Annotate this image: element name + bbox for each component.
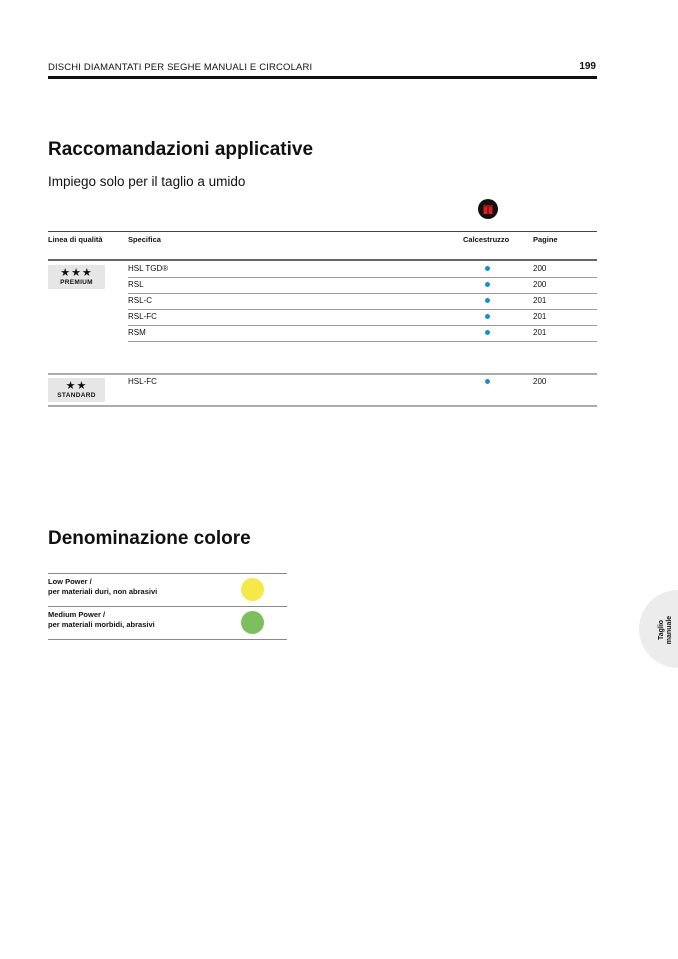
row-divider [128, 293, 597, 294]
table-row-spec: RSL-C [128, 296, 153, 305]
color-item-label [48, 610, 155, 630]
table-row-spec: RSL-FC [128, 312, 157, 321]
row-divider [128, 341, 597, 342]
column-header-quality-line: Linea di qualità [48, 235, 103, 244]
table-row-pages: 201 [533, 296, 547, 305]
yellow-swatch [241, 578, 264, 601]
premium-label: PREMIUM [60, 279, 93, 286]
color-item-title: Low Power / [48, 577, 92, 586]
color-item-title: Medium Power / [48, 610, 106, 619]
section-subtitle: Impiego solo per il taglio a umido [48, 174, 246, 189]
table-row-pages: 201 [533, 312, 547, 321]
side-tab-line1: Taglio [658, 619, 665, 641]
header-rule [48, 76, 597, 79]
table-bottom-rule [48, 405, 597, 407]
concrete-suitable-dot [485, 330, 490, 335]
concrete-block-icon [478, 199, 498, 219]
section-title-color: Denominazione colore [48, 528, 251, 549]
page-number: 199 [579, 61, 596, 72]
color-item-label [48, 577, 157, 597]
table-row-pages: 200 [533, 280, 547, 289]
color-item-desc: per materiali morbidi, abrasivi [48, 620, 155, 629]
table-row-spec: RSM [128, 328, 146, 337]
standard-badge [48, 378, 105, 402]
premium-badge [48, 265, 105, 289]
column-header-specification: Specifica [128, 235, 161, 244]
table-row-pages: 200 [533, 377, 547, 386]
table-row-spec: HSL-FC [128, 377, 157, 386]
table-row-pages: 200 [533, 264, 547, 273]
row-divider [128, 309, 597, 310]
column-header-pages: Pagine [533, 235, 558, 244]
column-header-concrete: Calcestruzzo [463, 235, 510, 244]
table-row-spec: HSL TGD® [128, 264, 169, 273]
header-title: DISCHI DIAMANTATI PER SEGHE MANUALI E CIRCOLARI [48, 62, 313, 73]
concrete-suitable-dot [485, 298, 490, 303]
side-tab-label [658, 605, 674, 655]
table-header-rule [48, 259, 597, 261]
green-swatch [241, 611, 264, 634]
concrete-suitable-dot [485, 266, 490, 271]
color-item-desc: per materiali duri, non abrasivi [48, 587, 158, 596]
row-divider [128, 325, 597, 326]
table-row-pages: 201 [533, 328, 547, 337]
premium-stars: ★★★ [60, 267, 93, 279]
table-top-rule [48, 231, 597, 232]
table-row-spec: RSL [128, 280, 144, 289]
color-row-divider [48, 606, 287, 607]
concrete-suitable-dot [485, 282, 490, 287]
concrete-suitable-dot [485, 314, 490, 319]
color-table-top-rule [48, 573, 287, 574]
standard-label: STANDARD [57, 392, 96, 399]
row-divider [128, 277, 597, 278]
concrete-suitable-dot [485, 379, 490, 384]
section-title-applications: Raccomandazioni applicative [48, 139, 314, 160]
standard-stars: ★★ [65, 380, 88, 392]
color-table-bottom-rule [48, 639, 287, 640]
group-divider [48, 373, 597, 375]
side-tab-line2: manuale [666, 615, 673, 645]
